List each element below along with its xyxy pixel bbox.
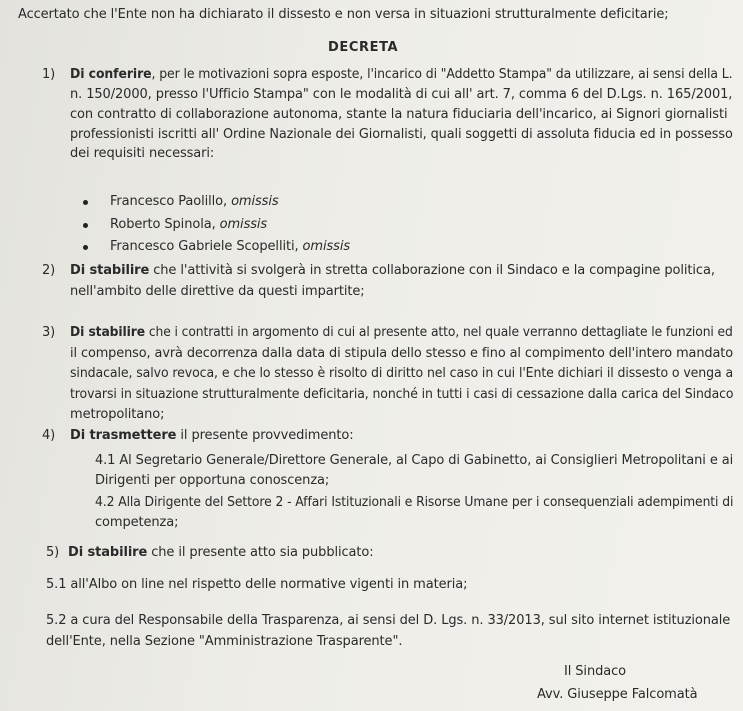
- item-5-number: 5): [46, 545, 60, 560]
- item-3-number: 3): [42, 325, 56, 340]
- item-1-line-4: professionisti iscritti all' Ordine Nazionale dei Giornalisti, quali soggetti di assoluta fiducia ed in possesso: [70, 127, 733, 142]
- item-4-sub-2-line-2: competenza;: [95, 515, 179, 530]
- item-1-line-5: dei requisiti necessari:: [70, 146, 215, 161]
- item-1-line-3: con contratto di collaborazione autonoma, stante la natura fiduciaria dell'incarico, ai Signori giornalisti: [70, 107, 728, 122]
- item-5-sub-2-line-1: 5.2 a cura del Responsabile della Trasparenza, ai sensi del D. Lgs. n. 33/2013, sul sito internet istituzionale: [46, 613, 731, 628]
- item-1-number: 1): [42, 67, 56, 82]
- list-item: Francesco Gabriele Scopelliti, omissis: [110, 239, 351, 254]
- item-4-line-1: Di trasmettere il presente provvedimento:: [70, 428, 354, 443]
- item-4-number: 4): [42, 428, 56, 443]
- list-item: Francesco Paolillo, omissis: [110, 194, 279, 209]
- item-5-sub-2-line-2: dell'Ente, nella Sezione "Amministrazione Trasparente".: [46, 634, 403, 649]
- decree-heading: DECRETA: [328, 40, 399, 55]
- item-2-line-2: nell'ambito delle direttive da questi impartite;: [70, 284, 365, 299]
- item-3-line-4: trovarsi in situazione strutturalmente deficitaria, nonché in tutti i casi di cessazione dalla carica del Sindaco: [70, 387, 734, 402]
- item-2-number: 2): [42, 263, 56, 278]
- item-5-sub-1: 5.1 all'Albo on line nel rispetto delle normative vigenti in materia;: [46, 577, 468, 592]
- item-4-sub-1-line-1: 4.1 Al Segretario Generale/Direttore Generale, al Capo di Gabinetto, ai Consiglieri Metropolitani e ai: [95, 453, 734, 468]
- item-3-line-5: metropolitano;: [70, 407, 165, 422]
- item-3-line-3: sindacale, salvo revoca, e che lo stesso è risolto di diritto nel caso in cui l'Ente dichiari il dissesto o venga a: [70, 366, 734, 381]
- item-5-line-1: Di stabilire che il presente atto sia pubblicato:: [68, 545, 374, 560]
- item-2-line-1: Di stabilire che l'attività si svolgerà in stretta collaborazione con il Sindaco e la compagine politica,: [70, 263, 715, 278]
- item-4-sub-1-line-2: Dirigenti per opportuna conoscenza;: [95, 473, 330, 488]
- list-item: Roberto Spinola, omissis: [110, 217, 268, 232]
- intro-line: Accertato che l'Ente non ha dichiarato il dissesto e non versa in situazioni strutturalmente deficitarie;: [18, 7, 669, 22]
- item-3-line-2: il compenso, avrà decorrenza dalla data di stipula dello stesso e fino al compimento dell'intero mandato: [70, 346, 734, 361]
- item-4-sub-2-line-1: 4.2 Alla Dirigente del Settore 2 - Affari Istituzionali e Risorse Umane per i consequenziali adempimenti di: [95, 495, 734, 510]
- item-1-line-2: n. 150/2000, presso l'Ufficio Stampa" con le modalità di cui all' art. 7, comma 6 del D.Lgs. n. 165/2001,: [70, 87, 733, 102]
- item-3-line-1: Di stabilire che i contratti in argomento di cui al presente atto, nel quale verranno dettagliate le funzioni ed: [70, 325, 733, 340]
- signature-role: Il Sindaco: [564, 664, 627, 679]
- signature-name: Avv. Giuseppe Falcomatà: [537, 687, 698, 702]
- item-1-line-1: Di conferire, per le motivazioni sopra esposte, l'incarico di "Addetto Stampa" da utilizzare, ai sensi della L.: [70, 67, 733, 82]
